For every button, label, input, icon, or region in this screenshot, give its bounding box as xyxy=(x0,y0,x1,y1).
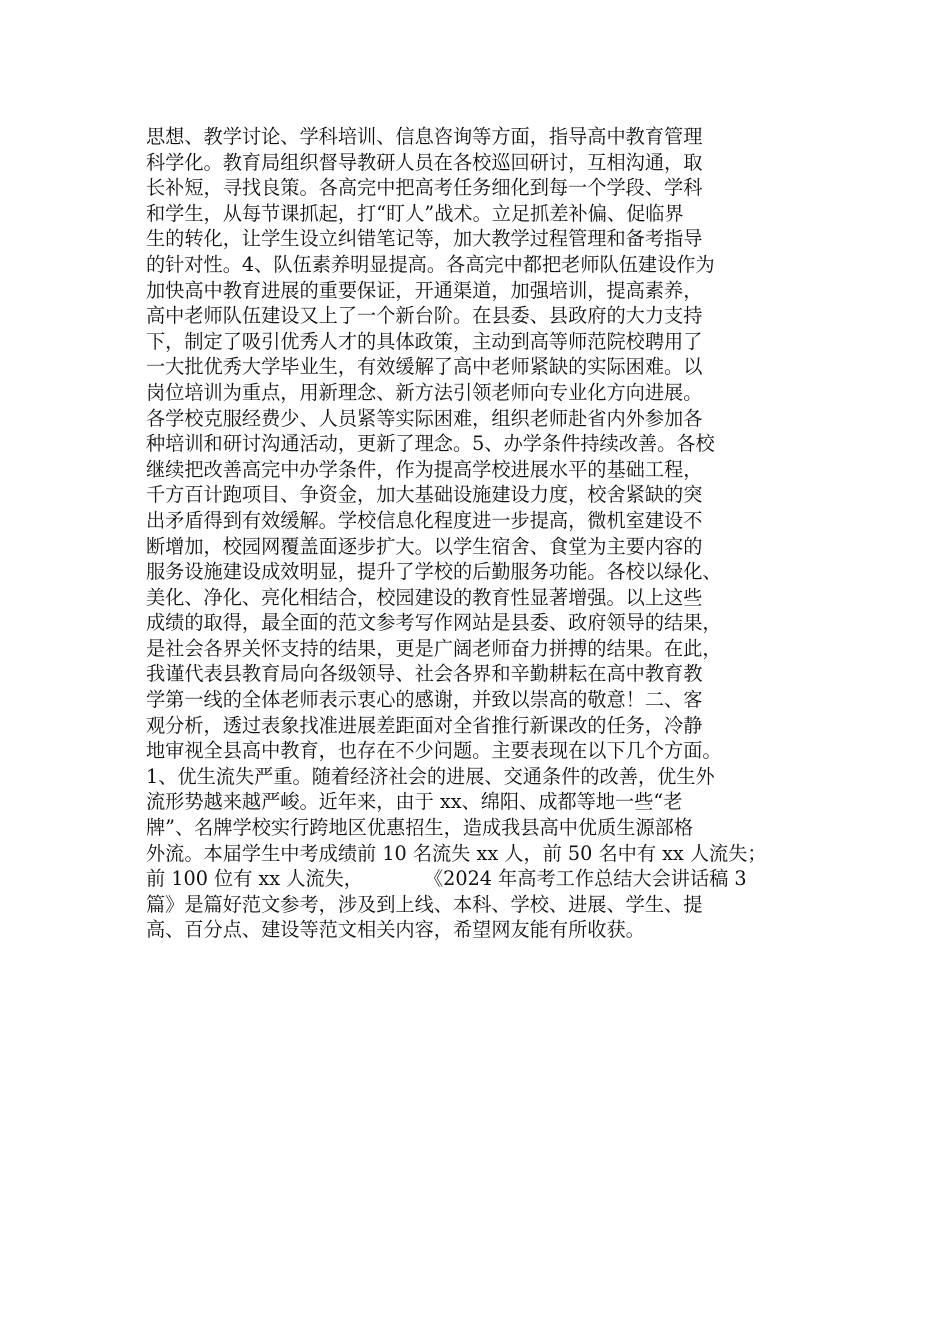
text-line: 长补短，寻找良策。各高完中把高考任务细化到每一个学段、学科 xyxy=(146,176,703,200)
text-line: 学第一线的全体老师表示衷心的感谢，并致以崇高的敬意！二、客 xyxy=(146,688,703,712)
text-line: 下，制定了吸引优秀人才的具体政策，主动到高等师范院校聘用了 xyxy=(146,329,703,353)
text-line: 我谨代表县教育局向各级领导、社会各界和辛勤耕耘在高中教育教 xyxy=(146,662,703,686)
text-line: 和学生，从每节课抓起，打“盯人”战术。立足抓差补偏、促临界 xyxy=(146,201,684,225)
body-text xyxy=(146,124,806,943)
text-line: 各学校克服经费少、人员紧等实际困难，组织老师赴省内外参加各 xyxy=(146,406,703,430)
text-line: 流形势越来越严峻。近年来，由于 xx、绵阳、成都等地一些“老 xyxy=(146,790,683,814)
text-line: 生的转化，让学生设立纠错笔记等，加大教学过程管理和备考指导 xyxy=(146,227,703,251)
text-line: 思想、教学讨论、学科培训、信息咨询等方面，指导高中教育管理 xyxy=(146,125,703,148)
text-line: 出矛盾得到有效缓解。学校信息化程度进一步提高，微机室建设不 xyxy=(146,508,703,532)
text-line: 断增加，校园网覆盖面逐步扩大。以学生宿舍、食堂为主要内容的 xyxy=(146,534,703,558)
text-line: 是社会各界关怀支持的结果，更是广阔老师奋力拼搏的结果。在此， xyxy=(146,636,722,660)
text-line: 1、优生流失严重。随着经济社会的进展、交通条件的改善，优生外 xyxy=(146,764,715,788)
text-line: 岗位培训为重点，用新理念、新方法引领老师向专业化方向进展。 xyxy=(146,380,703,404)
text-line: 地审视全县高中教育，也存在不少问题。主要表现在以下几个方面。 xyxy=(146,739,722,763)
text-line: 前 100 位有 xx 人流失， 《2024 年高考工作总结大会讲话稿 3 xyxy=(146,867,747,891)
text-line: 一大批优秀大学毕业生，有效缓解了高中老师紧缺的实际困难。以 xyxy=(146,355,703,379)
text-line: 牌”、名牌学校实行跨地区优惠招生，造成我县高中优质生源部格 xyxy=(146,816,694,840)
text-line: 高、百分点、建设等范文相关内容，希望网友能有所收获。 xyxy=(146,918,645,942)
text-line: 千方百计跑项目、争资金，加大基础设施建设力度，校舍紧缺的突 xyxy=(146,483,703,507)
text-line: 美化、净化、亮化相结合，校园建设的教育性显著增强。以上这些 xyxy=(146,585,703,609)
text-line: 科学化。教育局组织督导教研人员在各校巡回研讨，互相沟通，取 xyxy=(146,150,703,174)
text-line: 加快高中教育进展的重要保证，开通渠道，加强培训，提高素养， xyxy=(146,278,703,302)
text-line: 外流。本届学生中考成绩前 10 名流失 xx 人，前 50 名中有 xx 人流失； xyxy=(146,841,767,865)
text-line: 服务设施建设成效明显，提升了学校的后勤服务功能。各校以绿化、 xyxy=(146,560,722,584)
text-line: 高中老师队伍建设又上了一个新台阶。在县委、县政府的大力支持 xyxy=(146,304,703,328)
text-line: 的针对性。4、队伍素养明显提高。各高完中都把老师队伍建设作为 xyxy=(146,252,715,276)
text-line: 观分析，透过表象找准进展差距面对全省推行新课改的任务，冷静 xyxy=(146,713,703,737)
text-line: 篇》是篇好范文参考，涉及到上线、本科、学校、进展、学生、提 xyxy=(146,892,703,916)
text-line: 种培训和研讨沟通活动，更新了理念。5、办学条件持续改善。各校 xyxy=(146,432,715,456)
text-line: 成绩的取得，最全面的范文参考写作网站是县委、政府领导的结果， xyxy=(146,611,722,635)
text-line: 继续把改善高完中办学条件，作为提高学校进展水平的基础工程， xyxy=(146,457,703,481)
